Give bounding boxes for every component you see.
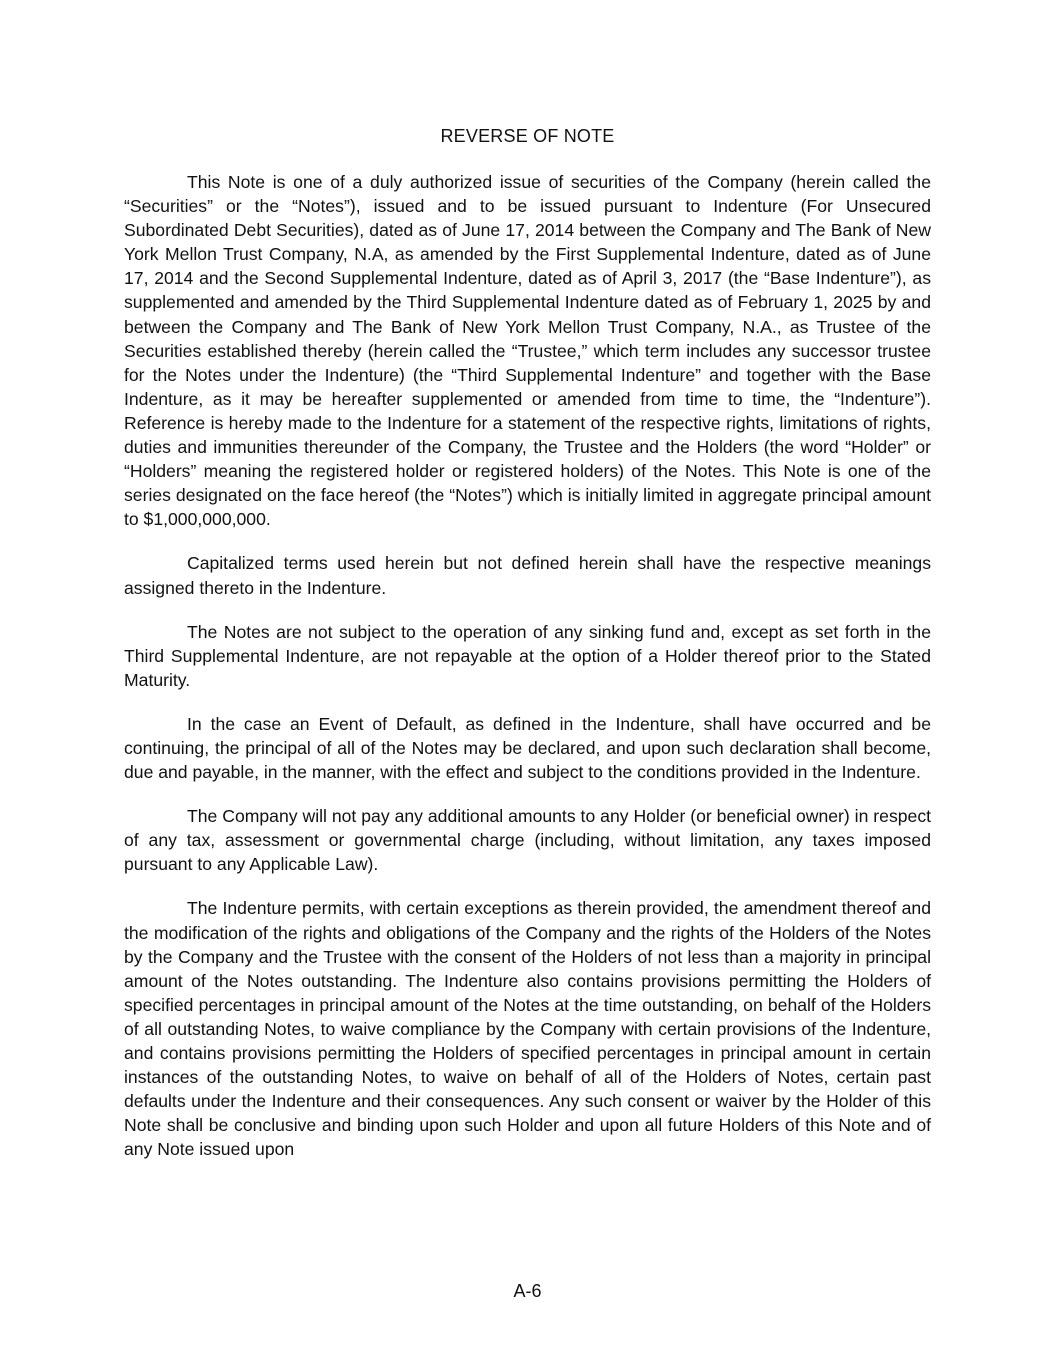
paragraph-additional-amounts: The Company will not pay any additional amounts to any Holder (or beneficial owner) in respect of any tax, assessment or governmental charge (including, without limitation, any taxes imposed pursuant to any Applicable Law).: [124, 806, 931, 875]
document-body: [124, 170, 931, 1181]
page-number: A-6: [513, 1281, 542, 1301]
paragraph-note-description: This Note is one of a duly authorized issue of securities of the Company (herein called the “Securities” or the “Notes”), issued and to be issued pursuant to Indenture (For Unsecured Subordinated Debt Securities), dated as of June 17, 2014 between the Company and The Bank of New York Mellon Trust Company, N.A, as amended by the First Supplemental Indenture, dated as of June 17, 2014 and the Second Supplemental Indenture, dated as of April 3, 2017 (the “Base Indenture”), as supplemented and amended by the Third Supplemental Indenture dated as of February 1, 2025 by and between the Company and The Bank of New York Mellon Trust Company, N.A., as Trustee of the Securities established thereby (herein called the “Trustee,” which term includes any successor trustee for the Notes under the Indenture) (the “Third Supplemental Indenture” and together with the Base Indenture, as it may be hereafter supplemented or amended from time to time, the “Indenture”). Reference is hereby made to the Indenture for a statement of the respective rights, limitations of rights, duties and immunities thereunder of the Company, the Trustee and the Holders (the word “Holder” or “Holders” meaning the registered holder or registered holders) of the Notes. This Note is one of the series designated on the face hereof (the “Notes”) which is initially limited in aggregate principal amount to $1,000,000,000.: [124, 172, 931, 530]
paragraph-amendment-waiver: The Indenture permits, with certain exceptions as therein provided, the amendment thereof and the modification of the rights and obligations of the Company and the rights of the Holders of the Notes by the Company and the Trustee with the consent of the Holders of not less than a majority in principal amount of the Notes outstanding. The Indenture also contains provisions permitting the Holders of specified percentages in principal amount of the Notes at the time outstanding, on behalf of the Holders of all outstanding Notes, to waive compliance by the Company with certain provisions of the Indenture, and contains provisions permitting the Holders of specified percentages in principal amount in certain instances of the outstanding Notes, to waive on behalf of all of the Holders of Notes, certain past defaults under the Indenture and their consequences. Any such consent or waiver by the Holder of this Note shall be conclusive and binding upon such Holder and upon all future Holders of this Note and of any Note issued upon: [124, 898, 931, 1160]
paragraph-capitalized-terms: Capitalized terms used herein but not defined herein shall have the respective meanings assigned thereto in the Indenture.: [124, 553, 931, 598]
page-heading: REVERSE OF NOTE: [440, 126, 615, 146]
paragraph-event-of-default: In the case an Event of Default, as defined in the Indenture, shall have occurred and be continuing, the principal of all of the Notes may be declared, and upon such declaration shall become, due and payable, in the manner, with the effect and subject to the conditions provided in the Indenture.: [124, 713, 931, 783]
paragraph-sinking-fund: The Notes are not subject to the operation of any sinking fund and, except as set forth in the Third Supplemental Indenture, are not repayable at the option of a Holder thereof prior to the Stated Maturity.: [124, 621, 931, 690]
